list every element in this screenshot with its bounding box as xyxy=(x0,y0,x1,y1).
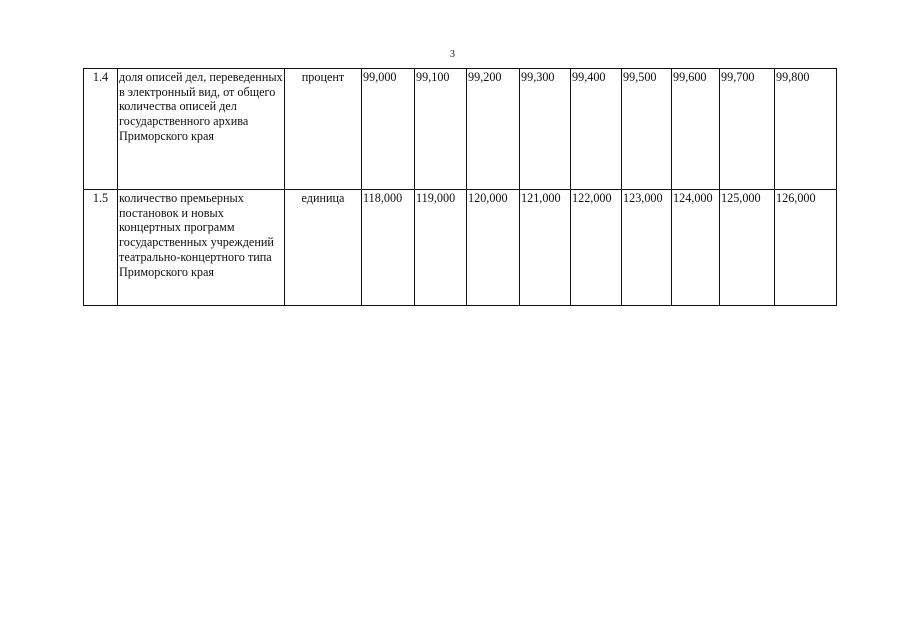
value-cell: 120,000 xyxy=(467,190,520,306)
table-row xyxy=(84,69,837,190)
value-cell: 123,000 xyxy=(622,190,672,306)
unit-of-measure: единица xyxy=(285,190,362,306)
value-cell: 119,000 xyxy=(415,190,467,306)
value-cell: 118,000 xyxy=(362,190,415,306)
value-cell: 99,200 xyxy=(467,69,520,190)
indicators-table xyxy=(83,68,837,306)
row-number: 1.5 xyxy=(84,190,118,306)
indicator-name: количество премьерных постановок и новых концертных программ государственных учреждений театрально-концертного типа Приморского края xyxy=(118,190,285,306)
unit-of-measure: процент xyxy=(285,69,362,190)
value-cell: 125,000 xyxy=(720,190,775,306)
value-cell: 99,800 xyxy=(775,69,837,190)
indicator-name: доля описей дел, переведенных в электронный вид, от общего количества описей дел государственного архива Приморского края xyxy=(118,69,285,190)
value-cell: 121,000 xyxy=(520,190,571,306)
value-cell: 99,700 xyxy=(720,69,775,190)
value-cell: 124,000 xyxy=(672,190,720,306)
value-cell: 99,600 xyxy=(672,69,720,190)
row-number: 1.4 xyxy=(84,69,118,190)
page-number: 3 xyxy=(450,49,455,60)
value-cell: 99,300 xyxy=(520,69,571,190)
value-cell: 99,500 xyxy=(622,69,672,190)
value-cell: 122,000 xyxy=(571,190,622,306)
value-cell: 99,000 xyxy=(362,69,415,190)
value-cell: 99,100 xyxy=(415,69,467,190)
value-cell: 99,400 xyxy=(571,69,622,190)
table-row xyxy=(84,190,837,306)
value-cell: 126,000 xyxy=(775,190,837,306)
